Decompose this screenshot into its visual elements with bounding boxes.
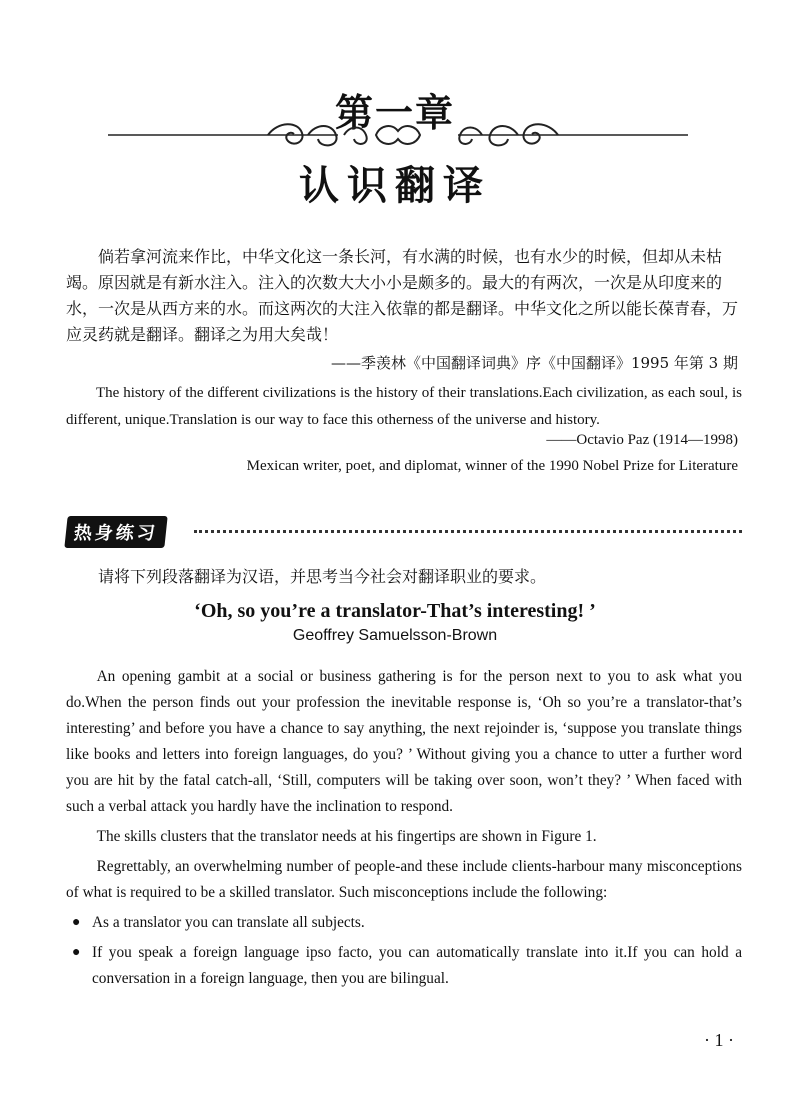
epigraph-english-text: The history of the different civilizations is the history of their translations.Each civilization, as each soul, is different, unique.Translation is our way to face this otherness of the universe and history. — [66, 385, 742, 428]
page-number: · 1 · — [704, 1030, 734, 1050]
bullet-icon: ● — [72, 945, 81, 960]
paragraph: An opening gambit at a social or business gathering is for the person next to you to ask what you do.When the person finds out your profession the inevitable response is, ‘Oh so you’re a translator-that’s interesting’ and before you have a chance to say anything, the next rejoinder is, ‘suppose you translate things like books and letters into foreign languages, do you? ’ Without giving you a chance to utter a further word you are hit by the fatal catch-all, ‘Still, computers will be taking over soon, won’t they? ’ When faced with such a verbal attack you hardly have the inclination to respond. — [66, 668, 742, 815]
dotted-rule — [194, 530, 742, 533]
misconception-list — [66, 910, 742, 992]
list-item — [66, 910, 742, 936]
epigraph-english-author-desc: Mexican writer, poet, and diplomat, winner of the 1990 Nobel Prize for Literature — [246, 458, 738, 474]
ornament-divider — [108, 118, 688, 152]
list-item — [66, 940, 742, 992]
chapter-number: 第一章 — [334, 91, 455, 135]
article-author: Geoffrey Samuelsson-Brown — [292, 627, 498, 644]
chapter-title: 认识翻译 — [299, 163, 491, 209]
list-item-text: As a translator you can translate all subjects. — [92, 914, 365, 931]
warmup-badge: 热身练习 — [64, 516, 167, 548]
warmup-header — [66, 516, 742, 542]
article-body — [66, 664, 742, 996]
epigraph-chinese — [66, 244, 742, 348]
bullet-icon: ● — [72, 915, 81, 930]
list-item-text: If you speak a foreign language ipso facto, you can automatically translate into it.If you can hold a conversation in a foreign language, then you are bilingual. — [92, 944, 742, 987]
epigraph-english — [66, 380, 742, 434]
epigraph-english-author: ——Octavio Paz (1914—1998) — [546, 432, 738, 448]
warmup-instruction: 请将下列段落翻译为汉语，并思考当今社会对翻译职业的要求。 — [98, 567, 547, 586]
paragraph: The skills clusters that the translator needs at his fingertips are shown in Figure 1. — [96, 828, 597, 845]
epigraph-chinese-text: 倘若拿河流来作比，中华文化这一条长河，有水满的时候，也有水少的时候，但却从未枯竭。原因就是有新水注入。注入的次数大大小小是颇多的。最大的有两次，一次是从印度来的水，一次是从西方来的水。而这两次的大注入依靠的都是翻译。中华文化之所以能长葆青春，万应灵药就是翻译。翻译之为用大矣哉！ — [66, 247, 739, 344]
article-title: ‘Oh, so you’re a translator-That’s interesting! ’ — [194, 600, 596, 622]
paragraph: Regrettably, an overwhelming number of people-and these include clients-harbour many misconceptions of what is required to be a skilled translator. Such misconceptions include the following: — [66, 858, 742, 901]
epigraph-chinese-source: ——季羡林《中国翻译词典》序《中国翻译》1995 年第 3 期 — [330, 354, 738, 372]
